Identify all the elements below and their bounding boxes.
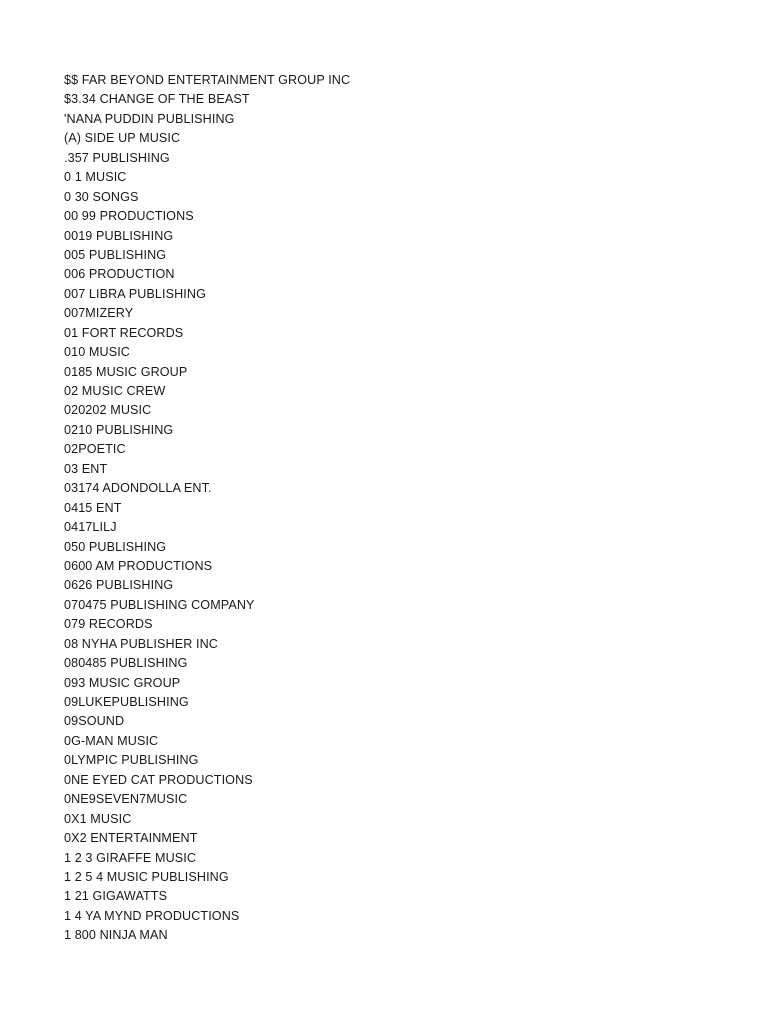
list-item: 00 99 PRODUCTIONS bbox=[64, 209, 194, 224]
list-item: 0G-MAN MUSIC bbox=[64, 733, 159, 748]
list-item: $3.34 CHANGE OF THE BEAST bbox=[64, 92, 250, 107]
list-item: 08 NYHA PUBLISHER INC bbox=[64, 636, 218, 651]
list-item: 0NE9SEVEN7MUSIC bbox=[64, 792, 188, 807]
list-item: 020202 MUSIC bbox=[64, 403, 152, 418]
list-item: 0LYMPIC PUBLISHING bbox=[64, 753, 199, 768]
list-item: 093 MUSIC GROUP bbox=[64, 675, 181, 690]
list-item: 0210 PUBLISHING bbox=[64, 422, 174, 437]
list-item: 0NE EYED CAT PRODUCTIONS bbox=[64, 772, 253, 787]
list-item: (A) SIDE UP MUSIC bbox=[64, 131, 181, 146]
list-item: 007 LIBRA PUBLISHING bbox=[64, 286, 206, 301]
list-item: 050 PUBLISHING bbox=[64, 539, 167, 554]
list-item: 0X1 MUSIC bbox=[64, 811, 132, 826]
list-item: 070475 PUBLISHING COMPANY bbox=[64, 597, 255, 612]
list-item: 079 RECORDS bbox=[64, 617, 153, 632]
list-item: 01 FORT RECORDS bbox=[64, 325, 184, 340]
list-item: 0X2 ENTERTAINMENT bbox=[64, 831, 198, 846]
list-item: 03174 ADONDOLLA ENT. bbox=[64, 481, 212, 496]
list-item: 1 21 GIGAWATTS bbox=[64, 889, 168, 904]
list-item: 1 2 5 4 MUSIC PUBLISHING bbox=[64, 869, 229, 884]
list-item: 0626 PUBLISHING bbox=[64, 578, 174, 593]
list-item: $$ FAR BEYOND ENTERTAINMENT GROUP INC bbox=[64, 73, 351, 87]
list-item: 005 PUBLISHING bbox=[64, 247, 167, 262]
list-item: 010 MUSIC bbox=[64, 345, 130, 360]
list-item: 1 4 YA MYND PRODUCTIONS bbox=[64, 908, 240, 923]
list-item: 0417LILJ bbox=[64, 520, 117, 535]
list-item: 0 1 MUSIC bbox=[64, 170, 127, 185]
list-item: 02POETIC bbox=[64, 442, 126, 457]
list-item: 09SOUND bbox=[64, 714, 125, 729]
publisher-list bbox=[64, 71, 350, 946]
list-item: .357 PUBLISHING bbox=[64, 150, 170, 165]
list-item: 1 2 3 GIRAFFE MUSIC bbox=[64, 850, 197, 865]
list-item: 080485 PUBLISHING bbox=[64, 656, 188, 671]
list-item: 0600 AM PRODUCTIONS bbox=[64, 558, 213, 573]
list-item: 007MIZERY bbox=[64, 306, 134, 321]
list-item: 'NANA PUDDIN PUBLISHING bbox=[64, 111, 235, 126]
list-item: 006 PRODUCTION bbox=[64, 267, 175, 282]
list-item: 1 800 NINJA MAN bbox=[64, 928, 168, 943]
list-item: 0019 PUBLISHING bbox=[64, 228, 174, 243]
list-item: 09LUKEPUBLISHING bbox=[64, 695, 189, 709]
list-item: 02 MUSIC CREW bbox=[64, 384, 166, 398]
list-item: 0185 MUSIC GROUP bbox=[64, 364, 188, 379]
list-item: 03 ENT bbox=[64, 461, 108, 476]
list-item: 0 30 SONGS bbox=[64, 189, 139, 204]
list-item: 0415 ENT bbox=[64, 500, 122, 515]
